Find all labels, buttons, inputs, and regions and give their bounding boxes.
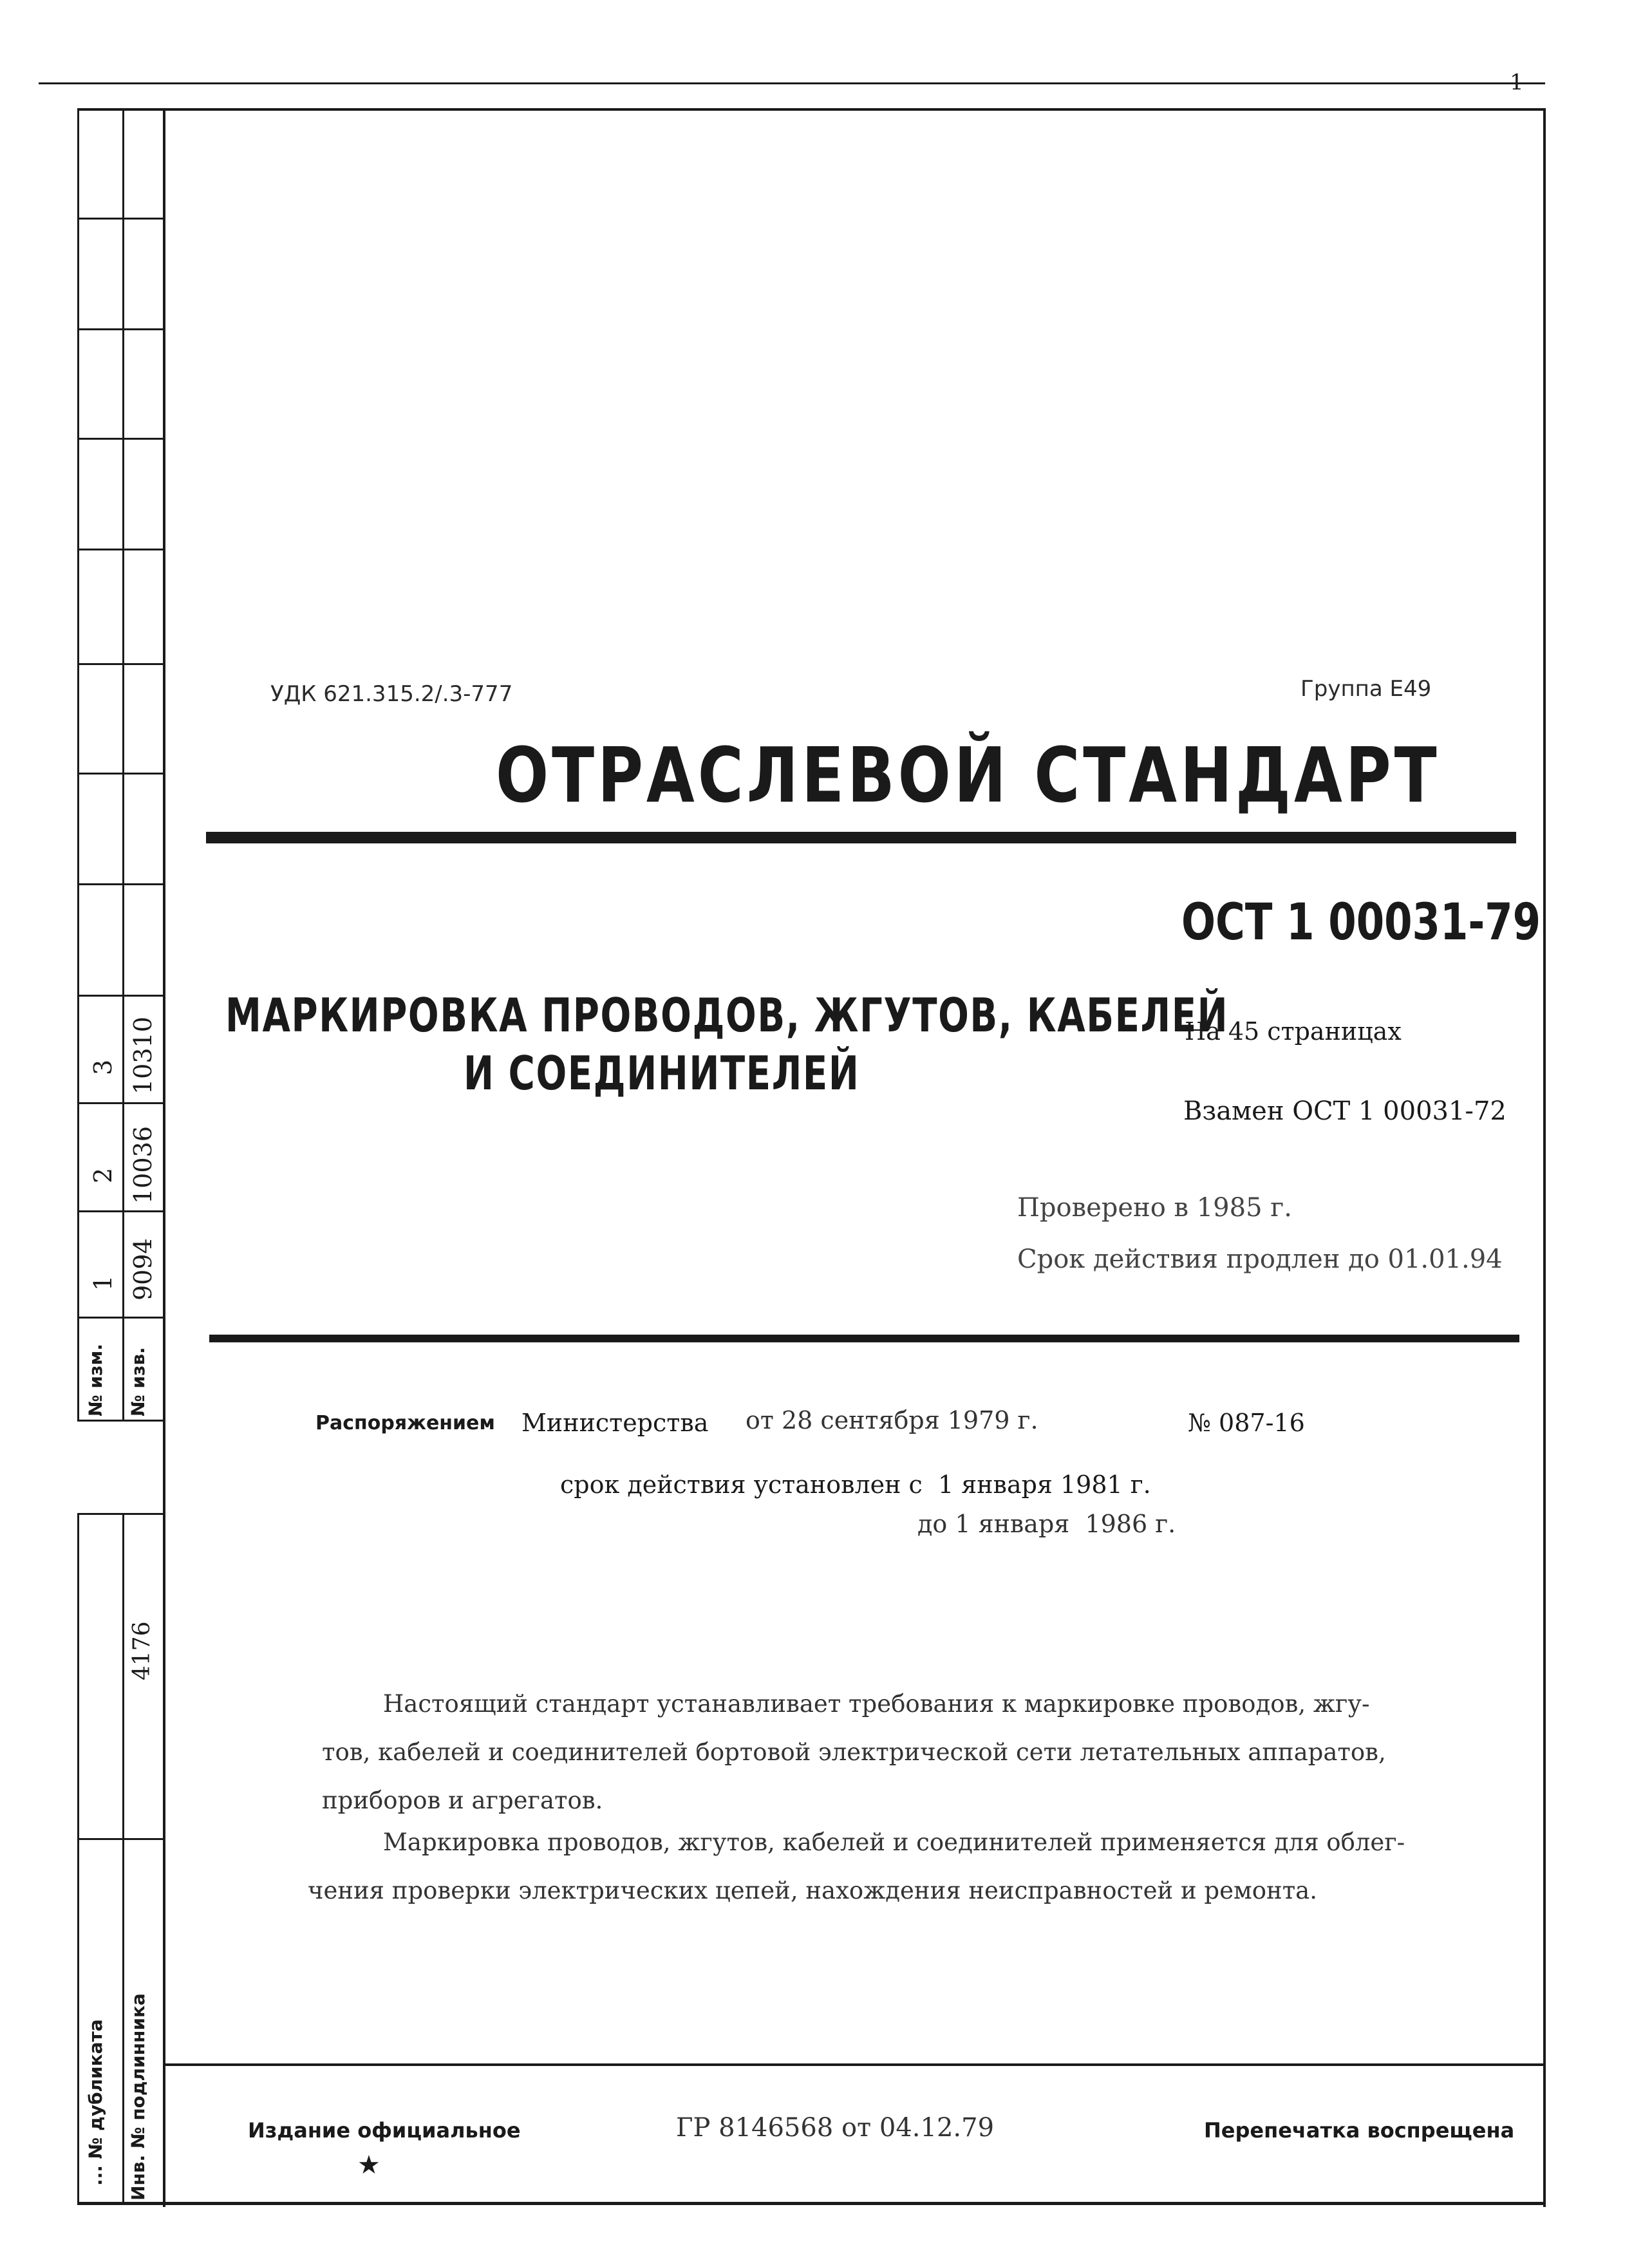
lower-side-mid-line xyxy=(77,1838,164,1840)
revision-number: 2 xyxy=(89,1167,117,1183)
validity-from: срок действия установлен с 1 января 1981 г. xyxy=(560,1470,1151,1499)
footer-rule xyxy=(163,2063,1546,2066)
extended-date: Срок действия продлен до 01.01.94 xyxy=(1017,1244,1503,1274)
official-edition: Издание официальное xyxy=(248,2118,521,2143)
lower-rule xyxy=(209,1335,1519,1342)
frame-bottom xyxy=(77,2202,1545,2205)
paragraph-1-line-3: приборов и агрегатов. xyxy=(322,1787,603,1814)
doc-title-line2: И СОЕДИНИТЕЛЕЙ xyxy=(464,1046,860,1100)
order-number: № 087-16 xyxy=(1188,1409,1305,1437)
title-rule xyxy=(206,832,1516,843)
lower-side-left xyxy=(77,1513,79,2205)
revision-label: № изм. xyxy=(85,1344,106,1416)
top-rule xyxy=(39,82,1545,84)
revision-notice: 9094 xyxy=(129,1238,157,1301)
side-row-line xyxy=(77,1317,164,1319)
duplicate-label: ... № дубликата xyxy=(85,2019,106,2186)
star-icon: ★ xyxy=(357,2150,380,2180)
group: Группа Е49 xyxy=(1300,676,1432,702)
paragraph-2-line-2: чения проверки электрических цепей, нахождения неисправностей и ремонта. xyxy=(308,1877,1317,1904)
lower-side-top xyxy=(77,1513,164,1515)
ost-number: ОСТ 1 00031-79 xyxy=(1181,894,1541,952)
frame-top xyxy=(77,108,1545,111)
side-row-line xyxy=(77,883,164,885)
validity-to: до 1 января 1986 г. xyxy=(917,1510,1176,1538)
frame-right xyxy=(1543,108,1546,2207)
side-row-line xyxy=(77,1102,164,1104)
reprint-prohibited: Перепечатка воспрещена xyxy=(1204,2118,1515,2143)
inventory-number: 4176 xyxy=(129,1621,155,1680)
side-row-line xyxy=(77,549,164,550)
doc-title-line1: МАРКИРОВКА ПРОВОДОВ, ЖГУТОВ, КАБЕЛЕЙ xyxy=(225,988,1229,1042)
side-row-line xyxy=(77,663,164,665)
paragraph-2-line-1: Маркировка проводов, жгутов, кабелей и соединителей применяется для облег- xyxy=(383,1828,1405,1856)
udk: УДК 621.315.2/.3-777 xyxy=(270,681,513,707)
notice-label: № изв. xyxy=(127,1347,149,1416)
revision-number: 3 xyxy=(89,1059,117,1075)
side-row-line xyxy=(77,773,164,775)
side-row-line xyxy=(77,218,164,220)
replaces: Взамен ОСТ 1 00031-72 xyxy=(1183,1096,1507,1126)
order-label: Распоряжением xyxy=(315,1412,495,1434)
order-date: от 28 сентября 1979 г. xyxy=(746,1406,1038,1434)
revision-number: 1 xyxy=(89,1275,117,1291)
frame-left xyxy=(163,108,165,2207)
page-count: На 45 страницах xyxy=(1185,1017,1402,1046)
side-row-line xyxy=(77,995,164,997)
side-table-mid xyxy=(122,108,124,1422)
original-inventory-label: Инв. № подлинника xyxy=(127,1993,149,2201)
side-row-line xyxy=(77,328,164,330)
side-row-line xyxy=(77,438,164,440)
side-row-line xyxy=(77,1420,164,1422)
ministry: Министерства xyxy=(521,1409,709,1437)
checked-year: Проверено в 1985 г. xyxy=(1017,1193,1292,1223)
revision-notice: 10310 xyxy=(129,1017,157,1094)
revision-notice: 10036 xyxy=(129,1126,157,1204)
gr-number: ГР 8146568 от 04.12.79 xyxy=(676,2113,995,2143)
paragraph-1-line-1: Настоящий стандарт устанавливает требования к маркировке проводов, жгу- xyxy=(383,1690,1370,1718)
lower-side-mid xyxy=(122,1513,124,2205)
side-row-line xyxy=(77,1210,164,1212)
standard-title: ОТРАСЛЕВОЙ СТАНДАРТ xyxy=(496,731,1440,820)
side-table-left xyxy=(77,108,79,1422)
paragraph-1-line-2: тов, кабелей и соединителей бортовой электрической сети летательных аппаратов, xyxy=(322,1738,1386,1766)
